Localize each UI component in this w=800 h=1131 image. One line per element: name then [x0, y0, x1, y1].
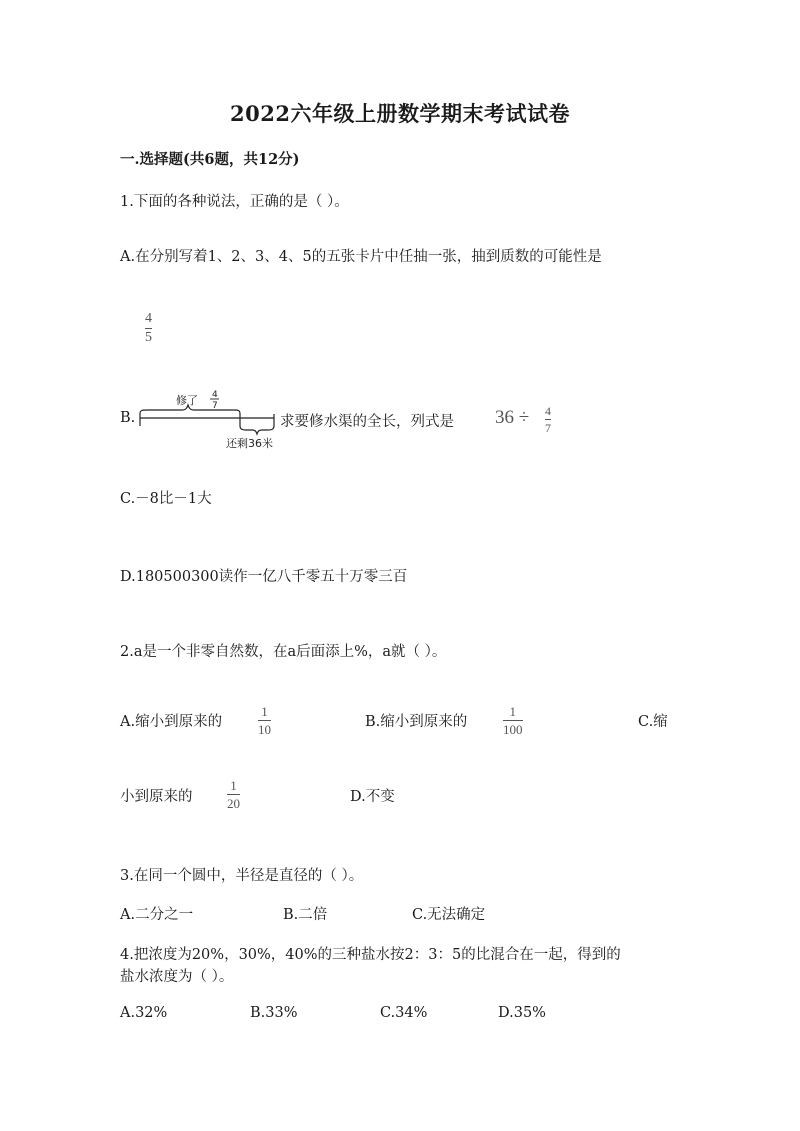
fraction-bar [227, 794, 240, 795]
fraction-numerator: 1 [261, 704, 268, 719]
question-3-option-a: A.二分之一 [120, 907, 194, 923]
question-4-stem-line1: 4.把浓度为20%，30%，40%的三种盐水按2：3：5的比混合在一起，得到的 [120, 947, 621, 963]
fraction-numerator: 1 [230, 778, 237, 793]
question-2-option-c-fraction [227, 779, 240, 810]
question-4-option-d: D.35% [498, 1005, 546, 1021]
question-2-option-b: B.缩小到原来的 [365, 714, 468, 730]
fraction-numerator: 4 [145, 311, 152, 326]
remaining-label: 还剩36米 [226, 437, 273, 450]
fraction-numerator: 1 [509, 704, 516, 719]
question-2-option-c-part2: 小到原来的 [120, 789, 193, 805]
section-heading: 一.选择题(共6题，共12分) [120, 151, 300, 168]
question-2-option-a-fraction [258, 705, 271, 736]
question-1-stem: 1.下面的各种说法，正确的是（ ）。 [120, 194, 349, 210]
fraction-denominator: 100 [503, 722, 523, 737]
fraction-bar [503, 720, 523, 721]
question-2-stem: 2.a是一个非零自然数，在a后面添上%，a就（ ）。 [120, 644, 447, 660]
question-1-option-d: D.180500300读作一亿八千零五十万零三百 [120, 569, 408, 585]
question-2-option-b-fraction [503, 705, 523, 736]
question-3-option-c: C.无法确定 [412, 907, 486, 923]
question-1-option-a-fraction [145, 312, 152, 345]
fraction-denominator: 20 [227, 796, 240, 811]
question-4-option-c: C.34% [380, 1005, 428, 1021]
fraction-denominator: 7 [545, 421, 551, 435]
question-1-option-b-fraction [545, 405, 551, 434]
built-fraction-denominator: 7 [212, 401, 218, 411]
fraction-denominator: 5 [145, 330, 152, 345]
page-title: 2022六年级上册数学期末考试试卷 [230, 101, 570, 126]
bottom-brace [240, 426, 274, 434]
question-4-option-b: B.33% [250, 1005, 298, 1021]
question-1-option-b-label: B. [120, 410, 136, 426]
fraction-bar [258, 720, 271, 721]
built-fraction-numerator: 4 [212, 390, 218, 400]
question-3-option-b: B.二倍 [283, 907, 328, 923]
fraction-bar [545, 419, 551, 420]
question-1-option-b-text: 求要修水渠的全长，列式是 [280, 414, 454, 430]
question-1-option-b-expression: 36 ÷ [495, 407, 530, 428]
question-3-stem: 3.在同一个圆中，半径是直径的（ ）。 [120, 868, 364, 884]
canal-diagram [134, 388, 284, 454]
question-2-option-a: A.缩小到原来的 [120, 714, 223, 730]
question-2-option-d: D.不变 [350, 789, 395, 805]
question-4-option-a: A.32% [120, 1005, 168, 1021]
fraction-denominator: 10 [258, 722, 271, 737]
fraction-bar [145, 328, 152, 329]
question-1-option-a: A.在分别写着1、2、3、4、5的五张卡片中任抽一张，抽到质数的可能性是 [120, 249, 602, 265]
question-2-option-c-part1: C.缩 [638, 714, 668, 730]
question-1-option-c: C.－8比－1大 [120, 491, 212, 507]
fraction-numerator: 4 [545, 404, 551, 418]
built-label: 修了 [176, 394, 198, 407]
question-4-stem-line2: 盐水浓度为（ ）。 [120, 969, 234, 985]
